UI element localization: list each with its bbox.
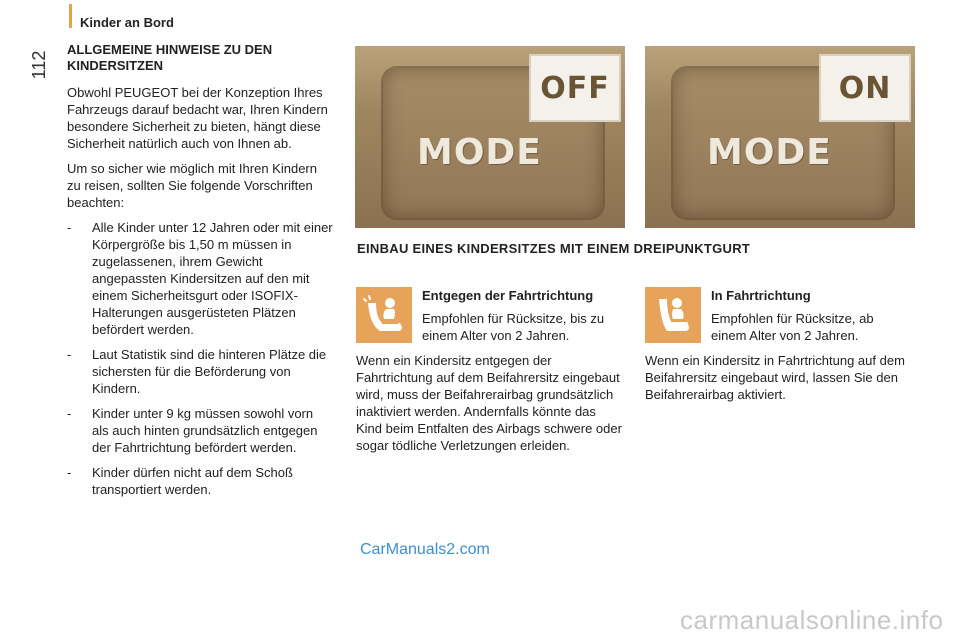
bullet-dash: -	[67, 406, 72, 421]
general-notes-column	[67, 42, 333, 506]
forward-facing-recommendation: Empfohlen für Rücksitze, ab einem Alter von 2 Jahren.	[711, 311, 874, 343]
mode-label: MODE	[707, 132, 832, 173]
header-accent-bar	[69, 4, 72, 28]
forward-facing-title: In Fahrtrichtung	[711, 288, 811, 303]
airbag-off-photo	[355, 46, 625, 228]
list-item	[67, 219, 333, 338]
bullet-dash: -	[67, 465, 72, 480]
list-item	[67, 464, 333, 498]
on-label-box	[819, 54, 911, 122]
rear-facing-text: Wenn ein Kindersitz entgegen der Fahrtrichtung auf dem Beifahrersitz eingebaut wird, muss der Beifahrerairbag grundsätzlich inaktiviert werden. Andernfalls könnte das Kind beim Entfalten des Airbags schwere oder sogar tödliche Verletzungen erleiden.	[356, 353, 622, 453]
intro-paragraph: Obwohl PEUGEOT bei der Konzeption Ihres Fahrzeugs darauf bedacht war, Ihren Kindern besondere Sicherheit zu bieten, hängt diese Sicherheit natürlich auch von Ihnen ab.	[67, 85, 328, 151]
list-item	[67, 405, 333, 456]
page-number: 112	[28, 50, 49, 80]
airbag-on-photo	[645, 46, 915, 228]
rear-facing-block	[356, 287, 622, 462]
general-notes-heading: ALLGEMEINE HINWEISE ZU DEN KINDERSITZEN	[67, 42, 273, 73]
install-heading: EINBAU EINES KINDERSITZES MIT EINEM DREIPUNKTGURT	[357, 241, 751, 256]
rules-intro-paragraph: Um so sicher wie möglich mit Ihren Kindern zu reisen, sollten Sie folgende Vorschriften beachten:	[67, 161, 317, 210]
forward-facing-block	[645, 287, 911, 411]
list-item-text: Alle Kinder unter 12 Jahren oder mit einer Körpergröße bis 1,50 m müssen in zugelassenen, ihrem Gewicht angepassten Kindersitzen auf den mit einem Sicherheitsgurt oder ISOFIX-Halterungen ausgerüsteten Plätzen befördert werden.	[92, 220, 333, 337]
list-item-text: Laut Statistik sind die hinteren Plätze die sichersten für die Beförderung von Kindern.	[92, 347, 327, 396]
rear-facing-child-seat-icon	[356, 287, 412, 343]
off-label: OFF	[540, 70, 610, 106]
mode-label: MODE	[417, 132, 542, 173]
forward-facing-child-seat-icon-graphic	[649, 291, 697, 339]
list-item-text: Kinder dürfen nicht auf dem Schoß transportiert werden.	[92, 465, 293, 497]
rules-list	[67, 219, 333, 498]
off-label-box	[529, 54, 621, 122]
rear-facing-title: Entgegen der Fahrtrichtung	[422, 288, 594, 303]
section-title: Kinder an Bord	[80, 15, 174, 30]
bullet-dash: -	[67, 347, 72, 362]
watermark-link[interactable]: CarManuals2.com	[360, 541, 490, 558]
bullet-dash: -	[67, 220, 72, 235]
list-item	[67, 346, 333, 397]
watermark: carmanualsonline.info	[680, 605, 944, 635]
list-item-text: Kinder unter 9 kg müssen sowohl vorn als auch hinten grundsätzlich entgegen der Fahrtrichtung befördert werden.	[92, 406, 318, 455]
rear-facing-recommendation: Empfohlen für Rücksitze, bis zu einem Alter von 2 Jahren.	[422, 311, 605, 343]
forward-facing-text: Wenn ein Kindersitz in Fahrtrichtung auf dem Beifahrersitz eingebaut wird, lassen Sie den Beifahrerairbag aktiviert.	[645, 353, 905, 402]
on-label: ON	[838, 70, 892, 106]
rear-facing-child-seat-icon-graphic	[360, 291, 408, 339]
forward-facing-child-seat-icon	[645, 287, 701, 343]
